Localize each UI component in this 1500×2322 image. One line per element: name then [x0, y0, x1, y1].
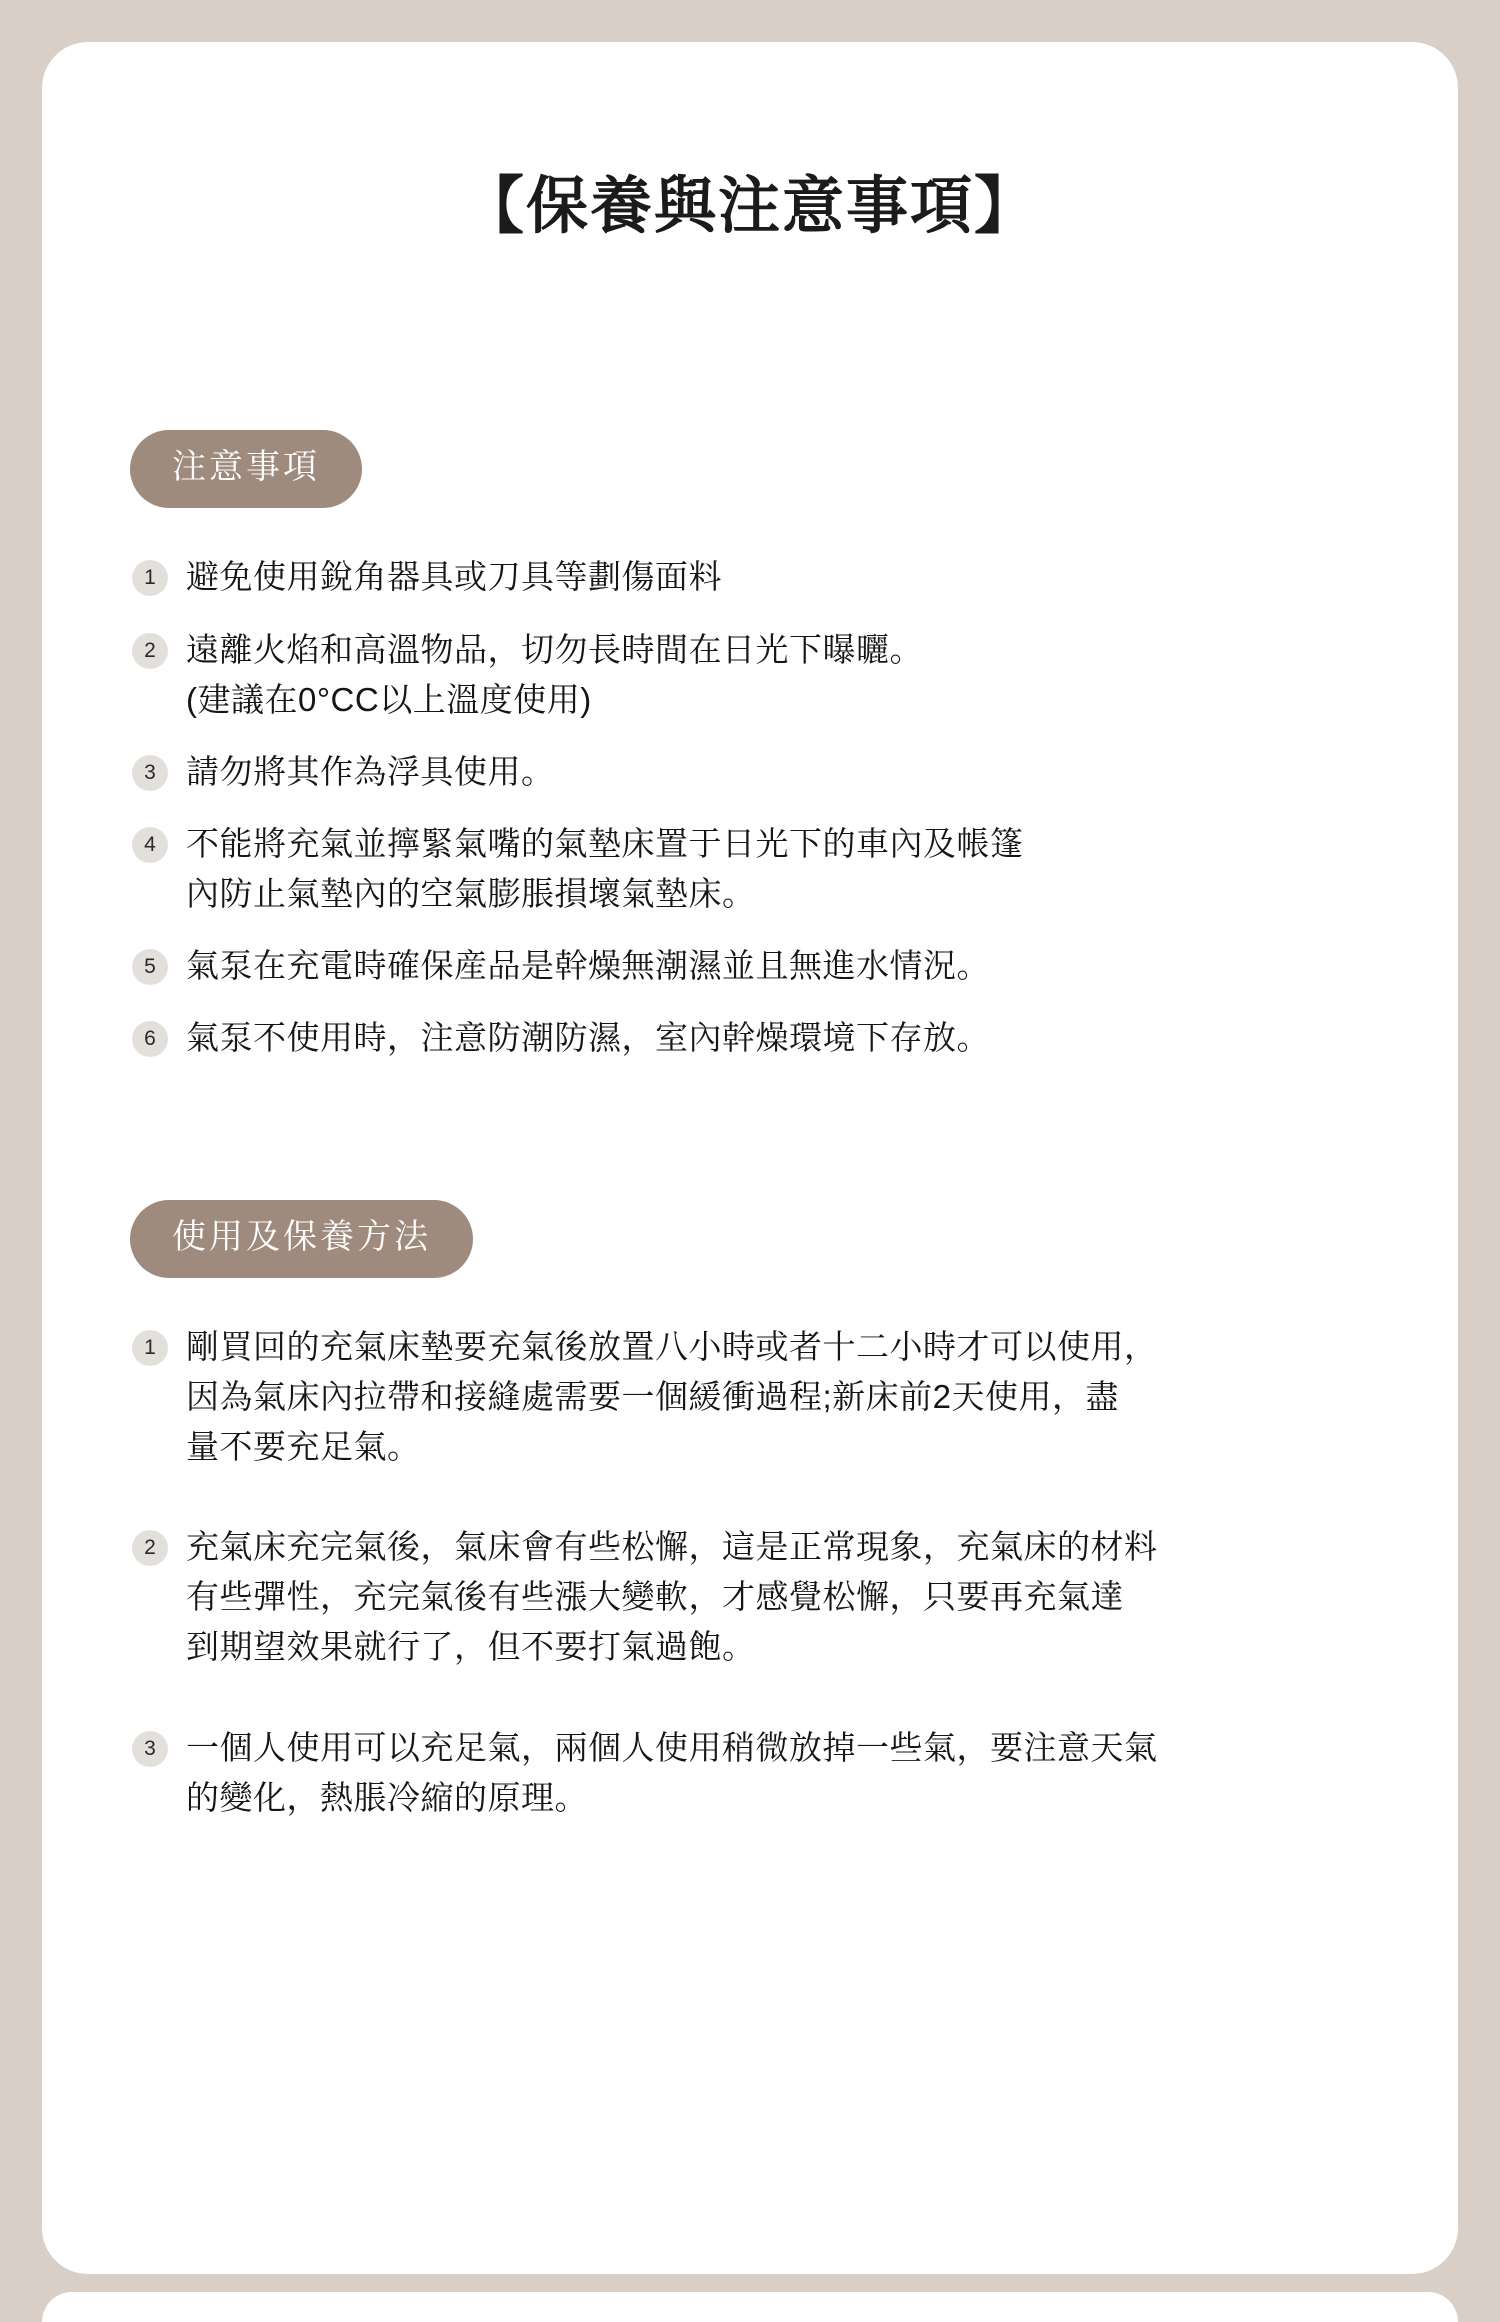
item-line: 的變化，熱脹冷縮的原理。 — [186, 1778, 588, 1816]
section-heading-precautions: 注意事項 — [130, 430, 362, 508]
item-line: 不能將充氣並擰緊氣嘴的氣墊床置于日光下的車內及帳篷 — [186, 825, 1024, 863]
section-precautions — [120, 430, 1380, 1063]
list-item — [132, 625, 1380, 725]
item-line: 遠離火焰和高溫物品，切勿長時間在日光下曝曬。 — [186, 630, 923, 668]
section-usage-maintenance — [120, 1200, 1380, 1823]
item-line: 避免使用銳角器具或刀具等劃傷面料 — [186, 558, 722, 596]
item-line: 因為氣床內拉帶和接縫處需要一個緩衝過程;新床前2天使用，盡 — [186, 1377, 1120, 1415]
item-number: 4 — [132, 827, 168, 863]
item-number: 1 — [132, 1330, 168, 1366]
item-number: 6 — [132, 1021, 168, 1057]
list-item — [132, 819, 1380, 919]
list-item — [132, 941, 1380, 991]
item-text — [186, 1723, 1158, 1823]
document-card — [42, 42, 1458, 2274]
item-text — [186, 1522, 1158, 1672]
item-number: 3 — [132, 755, 168, 791]
item-number: 2 — [132, 633, 168, 669]
item-text — [186, 1322, 1158, 1472]
usage-maintenance-list — [132, 1322, 1380, 1823]
item-number: 2 — [132, 1530, 168, 1566]
item-line: 氣泵在充電時確保産品是幹燥無潮濕並且無進水情況。 — [186, 947, 990, 985]
item-line: (建議在0°CC以上溫度使用) — [186, 680, 592, 718]
item-text — [186, 819, 1024, 919]
item-text — [186, 552, 722, 602]
list-item — [132, 1723, 1380, 1823]
item-text — [186, 625, 923, 725]
list-item — [132, 552, 1380, 602]
item-number: 3 — [132, 1731, 168, 1767]
item-line: 到期望效果就行了，但不要打氣過飽。 — [186, 1628, 756, 1666]
list-item — [132, 1013, 1380, 1063]
section-heading-usage-maintenance: 使用及保養方法 — [130, 1200, 473, 1278]
item-line: 量不要充足氣。 — [186, 1427, 421, 1465]
item-text — [186, 941, 990, 991]
list-item — [132, 747, 1380, 797]
document-content — [42, 170, 1458, 1823]
list-item — [132, 1522, 1380, 1672]
item-number: 5 — [132, 949, 168, 985]
item-text — [186, 747, 555, 797]
list-item — [132, 1322, 1380, 1472]
item-line: 氣泵不使用時，注意防潮防濕，室內幹燥環境下存放。 — [186, 1019, 990, 1057]
next-page-edge — [42, 2292, 1458, 2322]
item-line: 充氣床充完氣後，氣床會有些松懈，這是正常現象，充氣床的材料 — [186, 1528, 1158, 1566]
item-line: 有些彈性，充完氣後有些漲大變軟，才感覺松懈，只要再充氣達 — [186, 1578, 1124, 1616]
item-number: 1 — [132, 560, 168, 596]
item-line: 剛買回的充氣床墊要充氣後放置八小時或者十二小時才可以使用， — [186, 1327, 1158, 1365]
item-text — [186, 1013, 990, 1063]
item-line: 請勿將其作為浮具使用。 — [186, 752, 555, 790]
item-line: 一個人使用可以充足氣，兩個人使用稍微放掉一些氣，要注意天氣 — [186, 1728, 1158, 1766]
page-title: 【保養與注意事項】 — [461, 172, 1038, 241]
precautions-list — [132, 552, 1380, 1063]
item-line: 內防止氣墊內的空氣膨脹損壞氣墊床。 — [186, 875, 756, 913]
